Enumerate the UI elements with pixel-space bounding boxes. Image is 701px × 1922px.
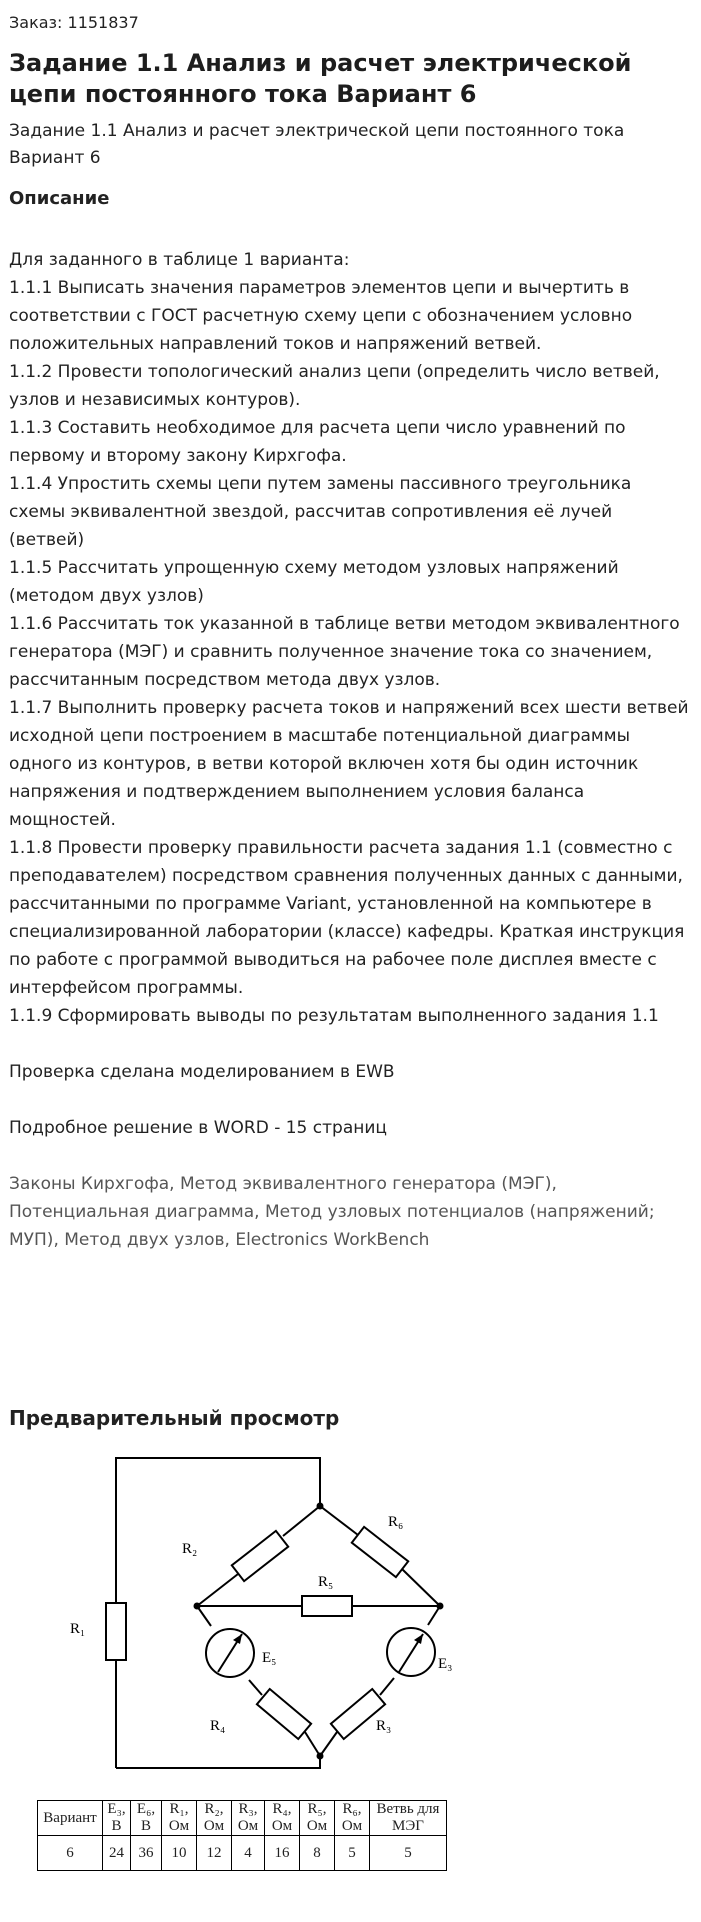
label-r2: R₂ <box>182 1541 198 1557</box>
arrow-e3 <box>414 1634 423 1644</box>
description-line: 1.1.5 Рассчитать упрощенную схему методом узловых напряжений (методом двух узлов) <box>9 558 619 606</box>
description-line: 1.1.1 Выписать значения параметров элементов цепи и вычертить в соответствии с ГОСТ расчетную схему цепи с обозначением условно положительных направлений токов и напряжений ветвей. <box>9 278 633 354</box>
resistor-r4 <box>257 1689 311 1739</box>
resistor-r2 <box>232 1531 288 1581</box>
resistor-r6 <box>352 1527 408 1577</box>
label-e5: E₅ <box>262 1650 277 1666</box>
table-cell: 16 <box>265 1836 300 1871</box>
header-cell: R₁, Ом <box>162 1801 197 1836</box>
description-line: 1.1.7 Выполнить проверку расчета токов и напряжений всех шести ветвей исходной цепи построением в масштабе потенциальной диаграммы одного из контуров, в ветви которой включен хотя бы один источник напряжения и подтверждением выполнением условия баланса мощностей. <box>9 698 689 830</box>
table-cell: 36 <box>131 1836 162 1871</box>
header-cell: R₃, Ом <box>232 1801 265 1836</box>
preview-heading: Предварительный просмотр <box>9 1406 340 1430</box>
label-r1: R₁ <box>70 1621 86 1637</box>
header-cell: R₅, Ом <box>300 1801 335 1836</box>
variant-table <box>37 1800 447 1871</box>
circuit-diagram <box>70 1448 490 1778</box>
header-cell: Ветвь для МЭГ <box>370 1801 447 1836</box>
solution-note: Подробное решение в WORD - 15 страниц <box>9 1118 387 1138</box>
description-body <box>9 246 692 1170</box>
description-heading: Описание <box>9 188 110 209</box>
header-cell: Вариант <box>38 1801 103 1836</box>
node-left <box>194 1603 201 1610</box>
table-row <box>38 1836 447 1871</box>
table-cell: 4 <box>232 1836 265 1871</box>
table-cell: 8 <box>300 1836 335 1871</box>
wire-bottom <box>116 1756 320 1768</box>
label-r4: R₄ <box>210 1718 226 1734</box>
page-title: Задание 1.1 Анализ и расчет электрической цепи постоянного тока Вариант 6 <box>9 49 632 108</box>
description-line: 1.1.8 Провести проверку правильности расчета задания 1.1 (совместно с преподавателем) посредством сравнения полученных данных с данными, рассчитанными по программе Variant, установленной на компьютере в специализированной лаборатории (классе) кафедры. Краткая инструкция по работе с программой выводиться на рабочее поле дисплея вместе с интерфейсом программы. <box>9 838 685 998</box>
description-line: Для заданного в таблице 1 варианта: <box>9 250 350 270</box>
resistor-r1 <box>106 1603 126 1660</box>
label-e3: E₃ <box>438 1656 453 1672</box>
table-cell: 6 <box>38 1836 103 1871</box>
node-bottom <box>317 1753 324 1760</box>
table-cell: 24 <box>103 1836 131 1871</box>
description-line: 1.1.4 Упростить схемы цепи путем замены пассивного треугольника схемы эквивалентной звездой, рассчитав сопротивления её лучей (ветвей) <box>9 474 632 550</box>
label-r6: R₆ <box>388 1514 404 1530</box>
table-cell: 5 <box>335 1836 370 1871</box>
description-line: 1.1.6 Рассчитать ток указанной в таблице ветви методом эквивалентного генератора (МЭГ) и сравнить полученное значение тока со значением, рассчитанным посредством метода двух узлов. <box>9 614 680 690</box>
table-header-row <box>38 1801 447 1836</box>
description-line: 1.1.2 Провести топологический анализ цепи (определить число ветвей, узлов и независимых контуров). <box>9 362 660 410</box>
header-cell: R₆, Ом <box>335 1801 370 1836</box>
table-cell: 10 <box>162 1836 197 1871</box>
label-r3: R₃ <box>376 1718 392 1734</box>
resistor-r5 <box>302 1596 352 1616</box>
label-r5: R₅ <box>318 1574 334 1590</box>
description-line: 1.1.3 Составить необходимое для расчета цепи число уравнений по первому и второму закону Кирхгофа. <box>9 418 626 466</box>
header-cell: E₆, В <box>131 1801 162 1836</box>
tags-list[interactable]: Законы Кирхгофа, Метод эквивалентного генератора (МЭГ), Потенциальная диаграмма, Метод узловых потенциалов (напряжений; МУП), Метод двух узлов, Electronics WorkBench <box>9 1174 655 1250</box>
header-cell: E₃, В <box>103 1801 131 1836</box>
page-subtitle: Задание 1.1 Анализ и расчет электрической цепи постоянного тока Вариант 6 <box>9 121 625 168</box>
description-line: 1.1.9 Сформировать выводы по результатам выполненного задания 1.1 <box>9 1006 659 1026</box>
header-cell: R₄, Ом <box>265 1801 300 1836</box>
header-cell: R₂, Ом <box>197 1801 232 1836</box>
order-number: Заказ: 1151837 <box>9 13 139 32</box>
node-top <box>317 1503 324 1510</box>
arrow-e5 <box>233 1634 242 1644</box>
table-cell: 5 <box>370 1836 447 1871</box>
node-right <box>437 1603 444 1610</box>
table-cell: 12 <box>197 1836 232 1871</box>
check-note: Проверка сделана моделированием в EWB <box>9 1062 395 1082</box>
